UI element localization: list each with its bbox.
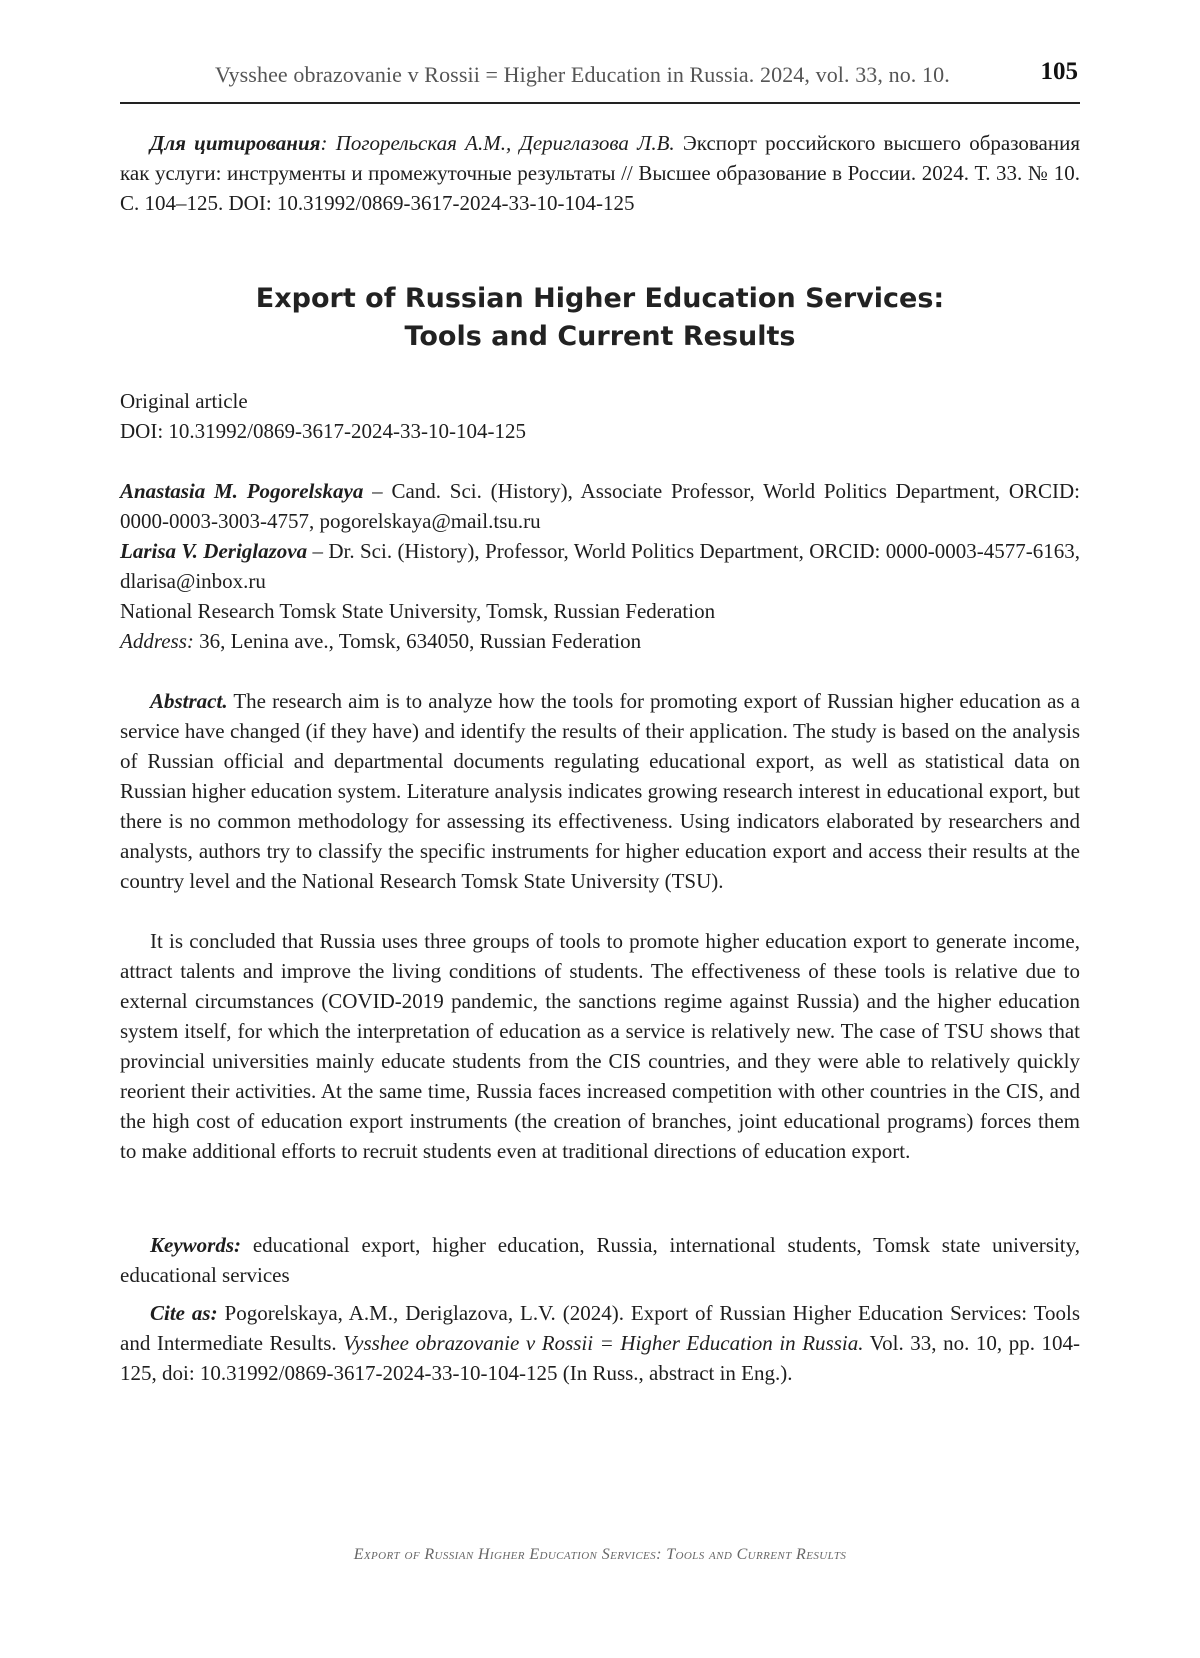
page-footer: Export of Russian Higher Education Services: Tools and Current Results: [353, 1546, 847, 1563]
cite-as: [120, 1298, 1080, 1388]
running-head: Vysshee obrazovanie v Rossii = Higher Education in Russia. 2024, vol. 33, no. 10.: [215, 62, 950, 87]
address-label: Address:: [120, 629, 194, 653]
article-title: [120, 280, 1080, 356]
address-text: 36, Lenina ave., Tomsk, 634050, Russian Federation: [199, 629, 642, 653]
author-2: [120, 536, 1080, 596]
cite-as-text-2: Vol. 33, no. 10, pp. 104-125, doi: 10.31992/0869-3617-2024-33-10-104-125 (In Russ., abstract in Eng.).: [120, 1331, 1080, 1385]
keywords: [120, 1230, 1080, 1290]
page-header: [120, 58, 1080, 104]
title-line-1: Export of Russian Higher Education Services:: [255, 283, 945, 314]
author-1-details: – Cand. Sci. (History), Associate Professor, World Politics Department, ORCID: 0000-0003-3003-4757, pogorelskaya@mail.tsu.ru: [120, 479, 1081, 533]
cite-as-journal: Vysshee obrazovanie v Rossii = Higher Education in Russia.: [343, 1331, 864, 1355]
title-line-2: Tools and Current Results: [404, 321, 796, 352]
russian-citation-label: Для цитирования: [150, 131, 321, 155]
address: [120, 626, 1080, 656]
abstract-paragraph-1: [120, 686, 1080, 896]
abstract-label: Abstract.: [150, 689, 228, 713]
page-number: 105: [1040, 58, 1078, 85]
keywords-text: educational export, higher education, Russia, international students, Tomsk state university, educational services: [120, 1233, 1080, 1287]
russian-citation-text: Экспорт российского высшего образования как услуги: инструменты и промежуточные результаты // Высшее образование в России. 2024. Т. 33. № 10. С. 104–125. DOI: 10.31992/0869-3617-2024-33-10-104-125: [120, 131, 1080, 215]
russian-citation: Для цитирования: Погорельская А.М., Дериглазова Л.В. Экспорт российского высшего образования как услуги: инструменты и промежуточные результаты // Высшее образование в России. 2024. Т. 33. № 10. С. 104–125. DOI: 10.31992/0869-3617-2024-33-10-104-125: [120, 131, 1080, 215]
author-1-name: Anastasia M. Pogorelskaya: [120, 479, 364, 503]
article-type: Original article: [120, 389, 248, 413]
cite-as-text-1: Pogorelskaya, A.M., Deriglazova, L.V. (2024). Export of Russian Higher Education Services: Tools and Intermediate Results.: [120, 1301, 1081, 1355]
abstract-paragraph-2: It is concluded that Russia uses three groups of tools to promote higher education export to generate income, attract talents and improve the living conditions of students. The effectiveness of these tools is relative due to external circumstances (COVID-2019 pandemic, the sanctions regime against Russia) and the higher education system itself, for which the interpretation of education as a service is relatively new. The case of TSU shows that provincial universities mainly educate students from the CIS countries, and they were able to relatively quickly reorient their activities. At the same time, Russia faces increased competition with other countries in the CIS, and the high cost of education export instruments (the creation of branches, joint educational programs) forces them to make additional efforts to recruit students even at traditional directions of education export.: [120, 929, 1080, 1163]
author-2-details: – Dr. Sci. (History), Professor, World Politics Department, ORCID: 0000-0003-4577-6163, dlarisa@inbox.ru: [120, 539, 1080, 593]
article-doi: DOI: 10.31992/0869-3617-2024-33-10-104-125: [120, 419, 526, 443]
affiliation: National Research Tomsk State University, Tomsk, Russian Federation: [120, 599, 716, 623]
author-1: [120, 476, 1080, 536]
author-info: [120, 476, 1080, 656]
russian-citation-authors: Погорельская А.М., Дериглазова Л.В.: [335, 131, 675, 155]
author-2-name: Larisa V. Deriglazova: [120, 539, 308, 563]
keywords-label: Keywords:: [150, 1233, 241, 1257]
article-meta: [120, 386, 1080, 446]
cite-as-label: Cite as:: [150, 1301, 218, 1325]
abstract-text-1: The research aim is to analyze how the tools for promoting export of Russian higher education as a service have changed (if they have) and identify the results of their application. The study is based on the analysis of Russian official and departmental documents regulating educational export, as well as statistical data on Russian higher education system. Literature analysis indicates growing research interest in educational export, but there is no common methodology for assessing its effectiveness. Using indicators elaborated by researchers and analysts, authors try to classify the specific instruments for higher education export and access their results at the country level and the National Research Tomsk State University (TSU).: [120, 689, 1080, 893]
